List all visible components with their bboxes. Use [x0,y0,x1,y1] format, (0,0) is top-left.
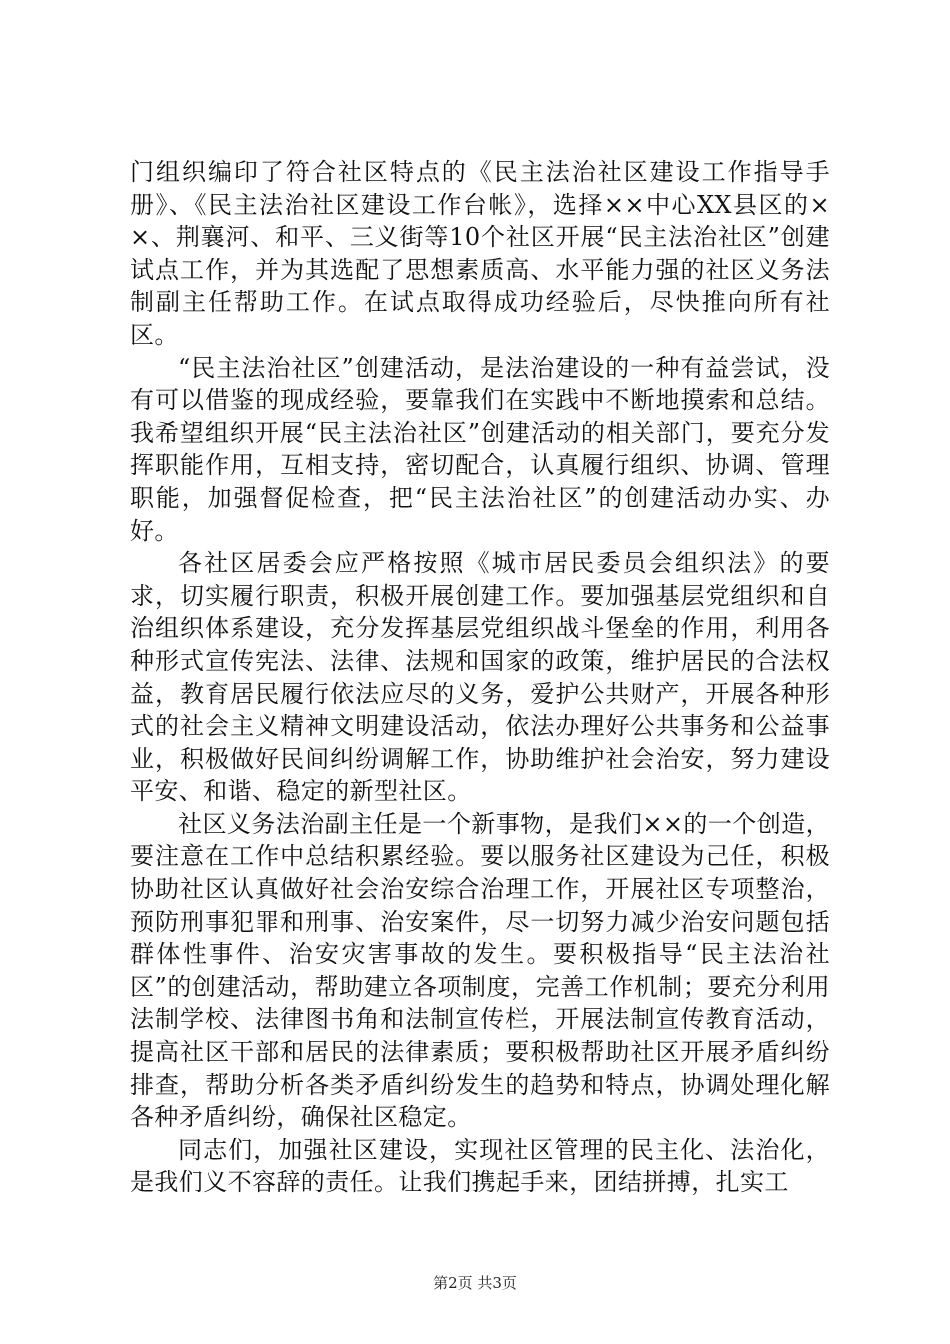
paragraph-closing: 同志们，加强社区建设，实现社区管理的民主化、法治化，是我们义不容辞的责任。让我们携起手来，团结拼搏，扎实工 [130,1135,830,1197]
paragraph-continuation: 门组织编印了符合社区特点的《民主法治社区建设工作指导手册》、《民主法治社区建设工作台帐》，选择××中心XX县区的××、荆襄河、和平、三义街等10个社区开展“民主法治社区”创建试点工作，并为其选配了思想素质高、水平能力强的社区义务法制副主任帮助工作。在试点取得成功经验后，尽快推向所有社区。 [130,158,830,349]
paragraph-deputy-director: 社区义务法治副主任是一个新事物，是我们××的一个创造，要注意在工作中总结积累经验。要以服务社区建设为己任，积极协助社区认真做好社会治安综合治理工作，开展社区专项整治，预防刑事犯罪和刑事、治安案件，尽一切努力减少治安问题包括群体性事件、治安灾害事故的发生。要积极指导“民主法治社区”的创建活动，帮助建立各项制度，完善工作机制；要充分利用法制学校、法律图书角和法制宣传栏，开展法制宣传教育活动，提高社区干部和居民的法律素质；要积极帮助社区开展矛盾纠纷排查，帮助分析各类矛盾纠纷发生的趋势和特点，协调处理化解各种矛盾纠纷，确保社区稳定。 [130,809,830,1132]
page-footer [0,1273,950,1293]
paragraph-residents-committee: 各社区居委会应严格按照《城市居民委员会组织法》的要求，切实履行职责，积极开展创建工作。要加强基层党组织和自治组织体系建设，充分发挥基层党组织战斗堡垒的作用，利用各种形式宣传宪法、法律、法规和国家的政策，维护居民的合法权益，教育居民履行依法应尽的义务，爱护公共财产，开展各种形式的社会主义精神文明建设活动，依法办理好公共事务和公益事业，积极做好民间纠纷调解工作，协助维护社会治安，努力建设平安、和谐、稳定的新型社区。 [130,549,830,806]
body-text [130,156,830,1199]
page-number: 第2页 共3页 [433,1274,517,1292]
paragraph-creation-activity: “民主法治社区”创建活动，是法治建设的一种有益尝试，没有可以借鉴的现成经验，要靠我们在实践中不断地摸索和总结。我希望组织开展“民主法治社区”创建活动的相关部门，要充分发挥职能作用，互相支持，密切配合，认真履行组织、协调、管理职能，加强督促检查，把“民主法治社区”的创建活动办实、办好。 [130,353,830,545]
